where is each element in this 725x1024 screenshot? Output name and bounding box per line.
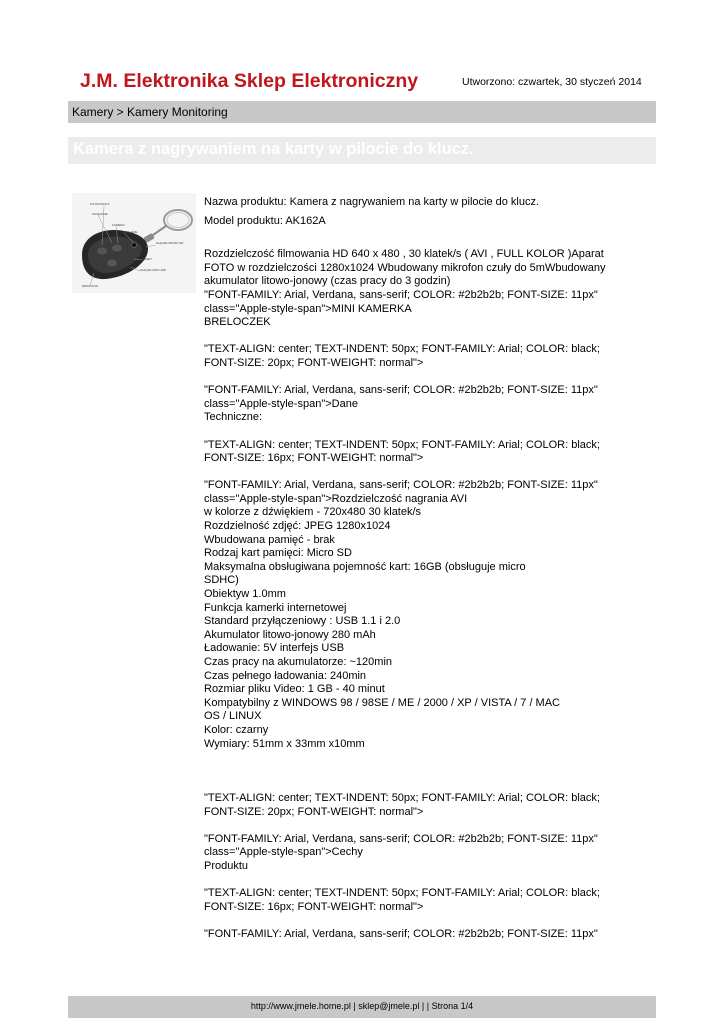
description-line — [204, 874, 624, 888]
product-description — [204, 248, 624, 941]
description-line: SDHC) — [204, 574, 239, 587]
photo-label: ZASILANIE — [122, 230, 138, 234]
description-line: akumulator litowo-jonowy (czas pracy do 3 godzin) — [204, 275, 451, 288]
description-line: Rozdzielczość filmowania HD 640 x 480 , 30 klatek/s ( AVI , FULL KOLOR )Aparat — [204, 248, 604, 261]
description-line: Czas pełnego ładowania: 240min — [204, 669, 367, 682]
description-line — [204, 751, 624, 765]
photo-label: NAGRANIE — [92, 212, 108, 216]
description-line: class="Apple-style-span">Dane — [204, 397, 358, 410]
description-line: "FONT-FAMILY: Arial, Verdana, sans-serif; COLOR: #2b2b2b; FONT-SIZE: 11px" — [204, 927, 598, 940]
description-line: Rodzaj kart pamięci: Micro SD — [204, 547, 352, 560]
description-line: Ładowanie: 5V interfejs USB — [204, 642, 345, 655]
description-line — [204, 330, 624, 344]
description-line: Wbudowana pamięć - brak — [204, 533, 335, 546]
description-line — [204, 819, 624, 833]
description-line: w kolorze z dźwiękiem - 720x480 30 klatek/s — [204, 506, 422, 519]
product-photo — [72, 193, 196, 293]
description-line: Rozdzielność zdjęć: JPEG 1280x1024 — [204, 520, 391, 533]
description-line: Wymiary: 51mm x 33mm x10mm — [204, 737, 365, 750]
description-line: Maksymalna obsługiwana pojemność kart: 16GB (obsługuje micro — [204, 560, 526, 573]
site-title: J.M. Elektronika Sklep Elektroniczny — [80, 70, 419, 92]
description-line: OS / LINUX — [204, 710, 262, 723]
description-line: "FONT-FAMILY: Arial, Verdana, sans-serif; COLOR: #2b2b2b; FONT-SIZE: 11px" — [204, 479, 598, 492]
description-line: "FONT-FAMILY: Arial, Verdana, sans-serif; COLOR: #2b2b2b; FONT-SIZE: 11px" — [204, 384, 598, 397]
description-line: Techniczne: — [204, 411, 263, 424]
description-line: BRELOCZEK — [204, 316, 271, 329]
description-line: Akumulator litowo-jonowy 280 mAh — [204, 628, 376, 641]
breadcrumb-text: Kamery > Kamery Monitoring — [72, 105, 228, 119]
description-line — [204, 778, 624, 792]
footer-text: http://www.jmele.home.pl | sklep@jmele.pl | | Strona 1/4 — [250, 1001, 474, 1011]
description-line: class="Apple-style-span">MINI KAMERKA — [204, 302, 412, 315]
product-title-bar — [68, 137, 656, 164]
description-line: "FONT-FAMILY: Arial, Verdana, sans-serif; COLOR: #2b2b2b; FONT-SIZE: 11px" — [204, 288, 598, 301]
product-details — [204, 196, 624, 941]
breadcrumb — [68, 101, 656, 123]
photo-label: ZŁĄCZE MINI USB — [140, 268, 166, 272]
description-line: "FONT-FAMILY: Arial, Verdana, sans-serif; COLOR: #2b2b2b; FONT-SIZE: 11px" — [204, 832, 598, 845]
page-footer — [68, 996, 656, 1018]
keyfob-camera-image — [72, 193, 196, 293]
description-line: "TEXT-ALIGN: center; TEXT-INDENT: 50px; FONT-FAMILY: Arial; COLOR: black; — [204, 887, 600, 900]
description-line: Funkcja kamerki internetowej — [204, 601, 347, 614]
description-line — [204, 914, 624, 928]
description-line: Rozmiar pliku Video: 1 GB - 40 minut — [204, 683, 385, 696]
description-line: class="Apple-style-span">Cechy — [204, 846, 363, 859]
photo-label: FOTOGRAFIA — [90, 202, 110, 206]
description-line: "TEXT-ALIGN: center; TEXT-INDENT: 50px; FONT-FAMILY: Arial; COLOR: black; — [204, 343, 600, 356]
description-line — [204, 466, 624, 480]
page-header — [80, 70, 660, 96]
description-line — [204, 425, 624, 439]
photo-label: KAMERA — [112, 223, 125, 227]
created-date: Utworzono: czwartek, 30 styczeń 2014 — [462, 76, 642, 88]
description-line: FONT-SIZE: 20px; FONT-WEIGHT: normal"> — [204, 356, 424, 369]
product-title: Kamera z nagrywaniem na karty w pilocie do klucz. — [73, 140, 474, 158]
description-line: "TEXT-ALIGN: center; TEXT-INDENT: 50px; FONT-FAMILY: Arial; COLOR: black; — [204, 438, 600, 451]
description-line: FONT-SIZE: 16px; FONT-WEIGHT: normal"> — [204, 900, 424, 913]
description-line — [204, 371, 624, 385]
product-name-line: Nazwa produktu: Kamera z nagrywaniem na karty w pilocie do klucz. — [204, 196, 540, 208]
description-line: "TEXT-ALIGN: center; TEXT-INDENT: 50px; FONT-FAMILY: Arial; COLOR: black; — [204, 791, 600, 804]
description-line: Kolor: czarny — [204, 723, 269, 736]
description-line: FONT-SIZE: 20px; FONT-WEIGHT: normal"> — [204, 805, 424, 818]
description-line: FOTO w rozdzielczości 1280x1024 Wbudowany mikrofon czuły do 5mWbudowany — [204, 261, 606, 274]
description-line: FONT-SIZE: 16px; FONT-WEIGHT: normal"> — [204, 452, 424, 465]
photo-label: RESET — [142, 257, 153, 261]
photo-label: ZŁĄCZE MICRO SD — [156, 241, 184, 245]
description-line: Standard przyłączeniowy : USB 1.1 i 2.0 — [204, 615, 401, 628]
product-model-line: Model produktu: AK162A — [204, 214, 326, 227]
photo-label: MIKROFON — [82, 284, 99, 288]
description-line: class="Apple-style-span">Rozdzielczość nagrania AVI — [204, 492, 468, 505]
description-line: Kompatybilny z WINDOWS 98 / 98SE / ME / 2000 / XP / VISTA / 7 / MAC — [204, 696, 560, 709]
description-line: Obiektyw 1.0mm — [204, 588, 286, 601]
description-line: Czas pracy na akumulatorze: ~120min — [204, 656, 393, 668]
description-line: Produktu — [204, 859, 249, 872]
description-line — [204, 765, 624, 779]
